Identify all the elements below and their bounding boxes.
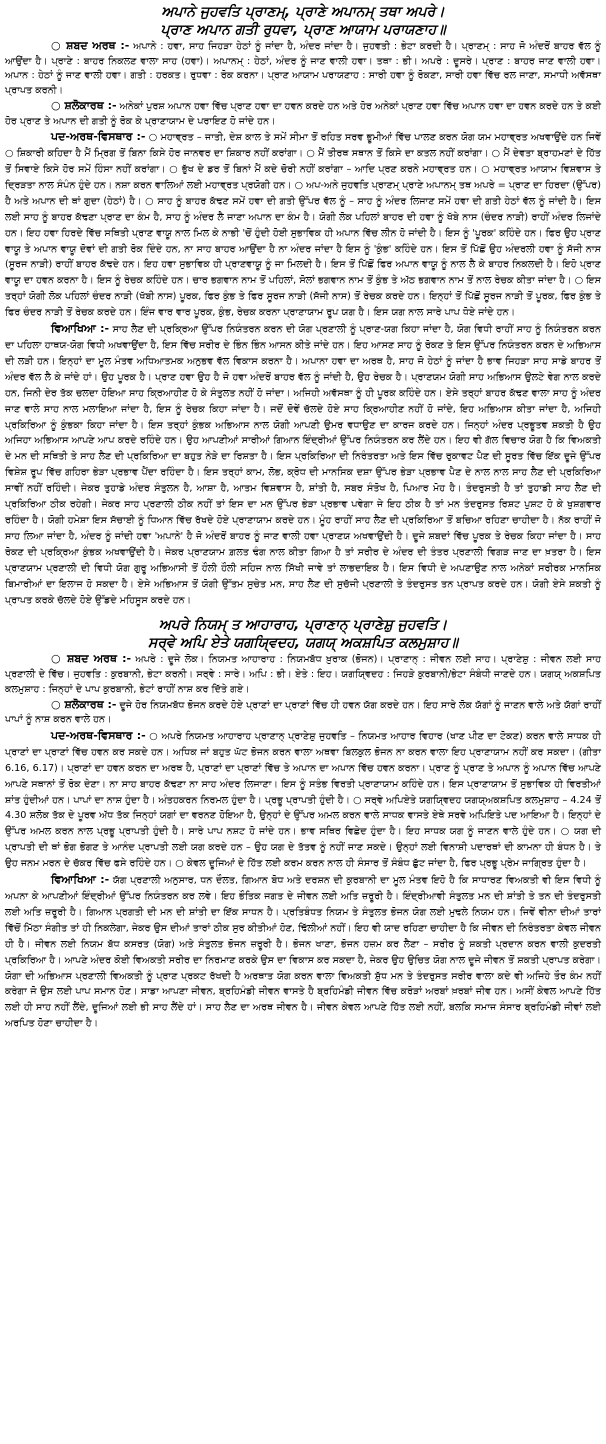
verse-line-1: ਅਪਰੇ ਨਿਯਮ੍ ਤ ਆਹਾਰਾਹ, ਪ੍ਰਾਣਾਨ੍ ਪ੍ਰਾਣੇਸ਼ੁ ਜੁਹਵਤਿ। — [158, 617, 448, 634]
vyakhya-text: ਯੱਗ ਪ੍ਰਣਾਲੀ ਅਨੁਸਾਰ, ਧਨ ਦੌਲਤ, ਗਿਆਨ ਬੋਧ ਅਤੇ ਦਰਸ਼ਨ ਦੀ ਕੁਰਬਾਨੀ ਦਾ ਮੂਲ ਮੰਤਵ ਇਹੋ ਹੈ ਕਿ ਸਾਧਾਰਣ ਵਿਅਕਤੀ ਵੀ ਇਸ ਵਿਧੀ ਨੂੰ ਅਪਨਾ ਕੇ ਆਪਣੀਆਂ ਇੰਦ੍ਰੀਆਂ ਉੱਪਰ ਨਿਯੰਤਰਨ ਕਰ ਲਵੇ। ਇਹ ਭੌਤਿਕ ਜਗਤ ਦੇ ਜੀਵਨ ਲਈ ਅਤਿ ਜ਼ਰੂਰੀ ਹੈ। ਇੰਦ੍ਰੀਆਵੀ ਸੰਤੁਲਤ ਮਨ ਦੀ ਸ਼ਾਂਤੀ ਤੇ ਤਨ ਦੀ ਤੰਦਰੁਸਤੀ ਲਈ ਅਤਿ ਜ਼ਰੂਰੀ ਹੈ। ਗਿਆਨ ਪ੍ਰਗਤੀ ਦੀ ਮਨ ਦੀ ਸ਼ਾਂਤੀ ਦਾ ਇੱਕ ਸਾਧਨ ਹੈ। ਪ੍ਰਤਿਬੰਧਤ ਨਿਯਮ ਤੇ ਸੰਤੁਲਤ ਭੋਜਨ ਯੋਗ ਲਈ ਮੁਢਲੇ ਨਿਯਮ ਹਨ। ਜਿਵੇਂ ਵੀਨਾ ਦੀਆਂ ਤਾਰਾਂ ਵਿੱਚੋਂ ਮਿੱਠਾ ਸੰਗੀਤ ਤਾਂ ਹੀ ਨਿਕਲੇਗਾ, ਜੇਕਰ ਉਸ ਦੀਆਂ ਤਾਰਾਂ ਠੀਕ ਸੁਰ ਕੀਤੀਆਂ ਹੋਣ, ਢਿੱਲੀਆਂ ਨਹੀਂ। ਇਹ ਵੀ ਯਾਦ ਰਹਿਣਾ ਚਾਹੀਦਾ ਹੈ ਕਿ ਜੀਵਨ ਦੀ ਨਿਰੰਤਰਤਾ ਕੇਵਲ ਜੀਵਨ ਹੀ ਹੈ। ਜੀਵਨ ਲਈ ਨਿਯਮ ਬੱਧ ਕਸਰਤ (ਯੋਗ) ਅਤੇ ਸੰਤੁਲਤ ਭੋਜਨ ਜ਼ਰੂਰੀ ਹੈ। ਭੋਜਨ ਖਾਣਾ, ਭੋਜਨ ਹਜ਼ਮ ਕਰ ਲੈਣਾ – ਸਰੀਰ ਨੂੰ ਸ਼ਕਤੀ ਪ੍ਰਦਾਨ ਕਰਨ ਵਾਲੀ ਕੁਦਰਤੀ ਪ੍ਰਕਿਰਿਆ ਹੈ। ਆਪਣੇ ਅੰਦਰ ਕੋਈ ਵਿਅਕਤੀ ਸਰੀਰ ਦਾ ਨਿਰਮਾਣ ਕਰਕੇ ਉਸ ਦਾ ਵਿਕਾਸ ਕਰ ਸਕਦਾ ਹੈ, ਜੇਕਰ ਉਹ ਉਚਿਤ ਯੋਗ ਨਾਲ ਦੂਜੇ ਜੀਵਨ ਤੋਂ ਸ਼ਕਤੀ ਪ੍ਰਾਪਤ ਕਰੇਗਾ। ਯੋਗਾ ਦੀ ਅਭਿਆਸ ਪ੍ਰਣਾਲੀ ਵਿਅਕਤੀ ਨੂੰ ਪ੍ਰਾਣ ਪ੍ਰਕਟ ਰੱਖਦੀ ਹੈ ਅਰਥਾਤ ਯੋਗ ਕਰਨ ਵਾਲਾ ਵਿਅਕਤੀ ਸ਼ੁੱਧ ਮਨ ਤੇ ਤੰਦਰੁਸਤ ਸਰੀਰ ਵਾਲਾ ਕਦੇ ਵੀ ਅਜਿਹੇ ਤੌਰ ਕੰਮ ਨਹੀਂ ਕਰੇਗਾ ਜੋ ਉਸ ਲਈ ਪਾਪ ਸਮਾਨ ਹੋਣ। ਸਾਡਾ ਆਪਣਾ ਜੀਵਨ, ਬ੍ਰਹਿਮੰਡੀ ਜੀਵਨ ਵਾਸਤੇ ਹੈ ਬ੍ਰਹਿਮੰਡੀ ਜੀਵਨ ਵਿੱਚ ਕਰੋੜਾਂ ਅਰਬਾਂ ਖ਼ਰਬਾਂ ਜੀਵ ਹਨ। ਅਸੀਂ ਕੇਵਲ ਆਪਣੇ ਹਿੱਤ ਲਈ ਹੀ ਸਾਹ ਨਹੀਂ ਲੈਂਦੇ, ਦੂਜਿਆਂ ਲਈ ਭੀ ਸਾਹ ਲੈਂਦੇ ਹਾਂ। ਸਾਹ ਲੈਣ ਦਾ ਅਰਥ ਜੀਵਨ ਹੈ। ਜੀਵਨ ਕੇਵਲ ਆਪਣੇ ਹਿੱਤ ਲਈ ਨਹੀਂ, ਬਲਕਿ ਸਮਾਜ ਸੰਸਾਰ ਬ੍ਰਹਿਮੰਡੀ ਜੀਵਾਂ ਲਈ ਅਰਪਿਤ ਹੋਣਾ ਚਾਹੀਦਾ ਹੈ। — [5, 875, 601, 1030]
vyakhya-paragraph — [5, 872, 601, 1032]
pad-arth-paragraph — [5, 129, 601, 321]
verse-line-2: ਪ੍ਰਾਣ ਅਪਾਨ ਗਤੀ ਰੁਧਵਾ, ਪ੍ਰਾਣ ਆਯਾਮ ਪਰਾਯਣਾਹ॥ — [160, 22, 446, 38]
shabad-arth-label: ○ ਸ਼ਬਦ ਅਰਥ :- — [51, 39, 130, 52]
shlokarth-label: ○ ਸ਼ਲੋਕਾਰਥ :- — [51, 697, 117, 711]
vyakhya-paragraph — [5, 321, 601, 608]
shabad-arth-paragraph — [5, 652, 601, 697]
shlokarth-paragraph — [5, 99, 601, 129]
shabad-arth-label: ○ ਸ਼ਬਦ ਅਰਥ :- — [51, 652, 132, 666]
pad-arth-paragraph — [5, 728, 601, 872]
vyakhya-label: ਵਿਆਖਿਆ :- — [51, 873, 110, 887]
shlokarth-text: ਦੂਜੇ ਹੋਰ ਨਿਯਮਬੱਧ ਭੋਜਨ ਕਰਦੇ ਹੋਏ ਪ੍ਰਾਣਾਂ ਦਾ ਪ੍ਰਾਣਾਂ ਵਿੱਚ ਹੀ ਹਵਨ ਯੱਗ ਕਰਦੇ ਹਨ। ਇਹ ਸਾਰੇ ਲੋਕ ਯੱਗਾਂ ਨੂੰ ਜਾਣਨ ਵਾਲੇ ਅਤੇ ਯੱਗਾਂ ਰਾਹੀਂ ਪਾਪਾਂ ਨੂੰ ਨਾਸ਼ ਕਰਨ ਵਾਲੇ ਹਨ। — [5, 699, 601, 726]
verse-line-2: ਸਰ੍ਵੇ ਅਪਿ ਏਤੇ ਯਗਯ੍ਵਿਦਹ, ਯਗਯ੍ ਅਕਸ਼ਪਿਤ ਕਲਮੁਸ਼ਾਹ॥ — [148, 635, 458, 652]
shabad-arth-paragraph — [5, 39, 601, 99]
shloka-section-1 — [5, 3, 601, 608]
shlokarth-paragraph — [5, 698, 601, 728]
shloka-section-2 — [5, 616, 601, 1032]
shabad-arth-text: ਅਪਰੇ : ਦੂਜੇ ਲੋਕ। ਨਿਯਮਤ ਆਹਾਰਾਹ : ਨਿਯਮਬੱਧ ਖ਼ੁਰਾਕ (ਭੋਜਨ)। ਪ੍ਰਾਣਾਨ੍ : ਜੀਵਨ ਲਈ ਸਾਹ। ਪ੍ਰਾਣੇਸ਼ੁ : ਜੀਵਨ ਲਈ ਸਾਹ ਪ੍ਰਣਾਲੀ ਦੇ ਵਿੱਚ। ਜੁਹਵਤਿ : ਕੁਰਬਾਨੀ, ਭੇਟਾ ਕਰਨੀ। ਸਰ੍ਵੇ : ਸਾਰੇ। ਅਪਿ : ਭੀ। ਏਤੇ : ਇਹ। ਯਗਯ੍ਵਿਦਹ : ਜਿਹੜੇ ਕੁਰਬਾਨੀ/ਭੇਟਾ ਸੰਬੰਧੀ ਜਾਣਦੇ ਹਨ। ਯਗਯ੍ ਅਕਸ਼ਪਿਤ ਕਲਮੁਸ਼ਾਹ : ਜਿਨ੍ਹਾਂ ਦੇ ਪਾਪ ਕੁਰਬਾਨੀ, ਭੇਟਾਂ ਰਾਹੀਂ ਨਾਸ਼ ਕਰ ਦਿੱਤੇ ਗਏ। — [5, 654, 601, 695]
shabad-arth-text: ਅਪਾਨੇ : ਹਵਾ, ਸਾਹ ਜਿਹੜਾ ਹੇਠਾਂ ਨੂੰ ਜਾਂਦਾ ਹੈ, ਅੰਦਰ ਜਾਂਦਾ ਹੈ। ਜੁਹਵਤੀ : ਭੇਟਾ ਕਰਦੀ ਹੈ। ਪ੍ਰਾਣਮ੍ : ਸਾਹ ਜੋ ਅੰਦਰੋਂ ਬਾਹਰ ਵੱਲ ਨੂੰ ਆਉਂਦਾ ਹੈ। ਪ੍ਰਾਣੇ : ਬਾਹਰ ਨਿਕਲਣ ਵਾਲਾ ਸਾਹ (ਹਵਾ)। ਅਪਾਨਮ੍ : ਹੇਠਾਂ, ਅੰਦਰ ਨੂੰ ਜਾਣ ਵਾਲੀ ਹਵਾ। ਤਥਾ : ਭੀ। ਅਪਰੇ : ਦੂਸਰੇ। ਪ੍ਰਾਣ : ਬਾਹਰ ਜਾਣ ਵਾਲੀ ਹਵਾ। ਅਪਾਨ : ਹੇਠਾਂ ਨੂੰ ਜਾਣ ਵਾਲੀ ਹਵਾ। ਗਤੀ : ਹਰਕਤ। ਰੁਧਵਾ : ਰੋਕ ਕਰਨਾ। ਪ੍ਰਾਣ ਆਯਾਮ ਪਰਾਯਣਾਹ : ਸਾਰੀ ਹਵਾ ਨੂੰ ਰੋਕਣਾ, ਸਾਰੀ ਹਵਾ ਵਿੱਚ ਰਲ ਜਾਣਾ, ਸਮਾਧੀ ਅਵੱਸਥਾ ਪ੍ਰਾਪਤ ਕਰਨੀ। — [5, 41, 601, 97]
vyakhya-text: ਸਾਹ ਲੈਣ ਦੀ ਪ੍ਰਕ੍ਰਿਆ ਉੱਪਰ ਨਿਯੰਤਰਨ ਕਰਨ ਦੀ ਯੋਗ ਪ੍ਰਣਾਲੀ ਨੂੰ ਪ੍ਰਾਣ-ਯਗ ਕਿਹਾ ਜਾਂਦਾ ਹੈ, ਯੋਗ ਵਿਧੀ ਰਾਹੀਂ ਸਾਹ ਨੂੰ ਨਿਯੰਤਰਨ ਕਰਨ ਦਾ ਪਹਿਲਾ ਹਾਥਯ-ਯੋਗ ਵਿਧੀ ਅਖਵਾਉਂਦਾ ਹੈ, ਇਸ ਵਿੱਚ ਸਰੀਰ ਦੇ ਭਿੰਨ ਭਿੰਨ ਆਸਨ ਕੀਤੇ ਜਾਂਦੇ ਹਨ। ਇਹ ਆਸਣ ਸਾਹ ਨੂੰ ਰੋਕਣ ਤੇ ਇਸ ਉੱਪਰ ਨਿਯੰਤਰਨ ਕਰਨ ਦੇ ਅਭਿਆਸ ਦੀ ਲੜੀ ਹਨ। ਇਨ੍ਹਾਂ ਦਾ ਮੂਲ ਮੰਤਵ ਅਧਿਆਤਮਕ ਅਨੁਭਵ ਵੱਲ ਵਿਕਾਸ ਕਰਨਾ ਹੈ। ਅਪਾਨਾ ਹਵਾ ਦਾ ਅਰਥ ਹੈ, ਸਾਹ ਜੋ ਹੇਠਾਂ ਨੂੰ ਜਾਂਦਾ ਹੈ ਭਾਵ ਜਿਹੜਾ ਸਾਹ ਸਾਡੇ ਬਾਹਰ ਤੋਂ ਅੰਦਰ ਵੱਲ ਲੈ ਕੇ ਜਾਂਦੇ ਹਾਂ। ਉਹ ਪੂਰਕ ਹੈ। ਪ੍ਰਾਣ ਹਵਾ ਉਹ ਹੈ ਜੋ ਹਵਾ ਅੰਦਰੋਂ ਬਾਹਰ ਵੱਲ ਨੂੰ ਜਾਂਦੀ ਹੈ, ਉਹ ਰੇਚਕ ਹੈ। ਪ੍ਰਾਣਯਮ ਯੋਗੀ ਸਾਹ ਅਭਿਆਸ ਉਲਟੇ ਵੇਗ ਨਾਲ ਕਰਦੇ ਹਨ, ਜਿਨੀ ਦੇਰ ਤੱਕ ਚਲਦਾ ਹੋਇਆ ਸਾਹ ਕ੍ਰਿਆਹੀਣ ਹੋ ਕੇ ਸੰਤੁਲਤ ਨਹੀਂ ਹੋ ਜਾਂਦਾ। ਅਜਿਹੀ ਅਵੱਸਥਾ ਨੂੰ ਹੀ ਪੂਰਕ ਕਹਿੰਦੇ ਹਨ। ਏਸੇ ਤਰ੍ਹਾਂ ਬਾਹਰ ਕੱਢਣ ਵਾਲਾ ਸਾਹ ਨੂੰ ਅੰਦਰ ਜਾਣ ਵਾਲੇ ਸਾਹ ਨਾਲ ਮਲਾਇਆ ਜਾਂਦਾ ਹੈ, ਇਸ ਨੂੰ ਰੇਚਕ ਕਿਹਾ ਜਾਂਦਾ ਹੈ। ਜਦੋਂ ਦੋਵੇਂ ਚੱਲਦੇ ਹੋਏ ਸਾਹ ਕ੍ਰਿਆਹੀਣ ਨਹੀਂ ਹੋ ਜਾਂਦੇ, ਇਹ ਅਭਿਆਸ ਕੀਤਾ ਜਾਂਦਾ ਹੈ, ਅਜਿਹੀ ਪ੍ਰਕਿਰਿਆ ਨੂੰ ਕੁੰਭਕਾ ਕਿਹਾ ਜਾਂਦਾ ਹੈ। ਇਸ ਤਰ੍ਹਾਂ ਕੁੰਭਕ ਅਭਿਆਸ ਨਾਲ ਯੋਗੀ ਆਪਣੀ ਉਮਰ ਵਧਾਉਣ ਦਾ ਕਾਰਜ ਕਰਦੇ ਹਨ। ਜਿਨ੍ਹਾਂ ਅੰਦਰ ਪ੍ਰਭੂਤਵ ਸ਼ਕਤੀ ਹੈ ਉਹ ਅਜਿਹਾ ਅਭਿਆਸ ਆਪਣੇ ਆਪ ਕਰਦੇ ਰਹਿੰਦੇ ਹਨ। ਉਹ ਆਪਣੀਆਂ ਸਾਰੀਆਂ ਗਿਆਨ ਇੰਦ੍ਰੀਆਂ ਉੱਪਰ ਨਿਯੰਤਰਨ ਕਰ ਲੈਂਦੇ ਹਨ। ਇਹ ਵੀ ਗੱਲ ਵਿਚਾਰ ਯੋਗ ਹੈ ਕਿ ਵਿਅਕਤੀ ਦੇ ਮਨ ਦੀ ਸਥਿਤੀ ਤੇ ਸਾਹ ਲੈਣ ਦੀ ਪ੍ਰਕਿਰਿਆ ਦਾ ਬਹੁਤ ਨੇੜੇ ਦਾ ਰਿਸ਼ਤਾ ਹੈ। ਇਸ ਪ੍ਰਕਿਰਿਆ ਦੀ ਨਿਰੰਤਰਤਾ ਅਤੇ ਇਸ ਵਿੱਚ ਰੁਕਾਵਟ ਪੈਣ ਦੀ ਸੂਰਤ ਵਿੱਚ ਇੱਕ ਦੂਜੇ ਉੱਪਰ ਵਿਸ਼ੇਸ਼ ਰੂਪ ਵਿੱਚ ਗਹਿਰਾ ਭੇੜਾ ਪ੍ਰਭਾਵ ਪੈਂਦਾ ਰਹਿੰਦਾ ਹੈ। ਇਸ ਤਰ੍ਹਾਂ ਕਾਮ, ਲੋਭ, ਕ੍ਰੋਧ ਦੀ ਮਾਨਸਿਕ ਦਸ਼ਾ ਉੱਪਰ ਭੇੜਾ ਪ੍ਰਭਾਵ ਪੈਣ ਦੇ ਨਾਲ ਨਾਲ ਸਾਹ ਲੈਣ ਦੀ ਪ੍ਰਕਿਰਿਆ ਸਾਵੀਂ ਨਹੀਂ ਰਹਿੰਦੀ। ਜੇਕਰ ਤੁਹਾਡੇ ਅੰਦਰ ਸੰਤੁਲਨ ਹੈ, ਆਸ਼ਾ ਹੈ, ਆਤਮ ਵਿਸ਼ਵਾਸ ਹੈ, ਸ਼ਾਂਤੀ ਹੈ, ਸਬਰ ਸੰਤੋਖ ਹੈ, ਪਿਆਰ ਮੋਹ ਹੈ। ਤੰਦਰੁਸਤੀ ਹੈ ਤਾਂ ਤੁਹਾਡੀ ਸਾਹ ਲੈਣ ਦੀ ਪ੍ਰਕਿਰਿਆ ਠੀਕ ਰਹੇਗੀ। ਜੇਕਰ ਸਾਹ ਪ੍ਰਣਾਲੀ ਠੀਕ ਨਹੀਂ ਤਾਂ ਇਸ ਦਾ ਮਨ ਉੱਪਰ ਭੇੜਾ ਪ੍ਰਭਾਵ ਪਵੇਗਾ ਜੇ ਇਹ ਠੀਕ ਹੈ ਤਾਂ ਮਨ ਤੰਦਰੁਸਤ ਰਿਸ਼ਟ ਪੁਸ਼ਟ ਹੋ ਕੇ ਖੁਸ਼ਗਵਾਰ ਰਹਿੰਦਾ ਹੈ। ਯੋਗੀ ਹਮੇਸ਼ਾ ਇਸ ਸੱਚਾਈ ਨੂੰ ਧਿਆਨ ਵਿੱਚ ਰੱਖਦੇ ਹੋਏ ਪ੍ਰਾਣਾਯਾਮ ਕਰਦੇ ਹਨ। ਮੂੰਹ ਰਾਹੀਂ ਸਾਹ ਲੈਣ ਦੀ ਪ੍ਰਕਿਰਿਆ ਤੋਂ ਬਚਿਆ ਰਹਿਣਾ ਚਾਹੀਦਾ ਹੈ। ਨੱਕ ਰਾਹੀਂ ਜੋ ਸਾਹ ਲਿਆ ਜਾਂਦਾ ਹੈ, ਅੰਦਰ ਨੂੰ ਜਾਂਦੀ ਹਵਾ 'ਅਪਾਨੇ' ਹੈ ਜੋ ਅੰਦਰੋਂ ਬਾਹਰ ਨੂੰ ਜਾਣ ਵਾਲੀ ਹਵਾ ਪ੍ਰਾਣਯ ਅਖਵਾਉਂਦੀ ਹੈ। ਦੂਜੇ ਸ਼ਬਦਾਂ ਵਿੱਚ ਪੂਰਕ ਤੇ ਰੇਚਕ ਕਿਹਾ ਜਾਂਦਾ ਹੈ। ਸਾਹ ਰੋਕਣ ਦੀ ਪ੍ਰਕ੍ਰਿਆ ਕੁੰਭਕ ਅਖਵਾਉਂਦੀ ਹੈ। ਜੇਕਰ ਪ੍ਰਾਣਯਾਮ ਗ਼ਲਤ ਢੰਗ ਨਾਲ ਕੀਤਾ ਗਿਆ ਹੈ ਤਾਂ ਸਰੀਰ ਦੇ ਅੰਦਰ ਦੀ ਤੰਤਰ ਪ੍ਰਣਾਲੀ ਵਿਗੜ ਜਾਣ ਦਾ ਖ਼ਤਰਾ ਹੈ। ਇਸ ਪ੍ਰਾਣਯਾਮ ਪ੍ਰਣਾਲੀ ਦੀ ਵਿਧੀ ਯੋਗ ਗੁਰੂ ਅਭਿਆਸੀ ਤੋਂ ਹੌਲੀ ਹੌਲੀ ਸਹਿਜ ਨਾਲ ਸਿੱਖੀ ਜਾਵੇ ਤਾਂ ਲਾਭਦਾਇਕ ਹੈ। ਇਸ ਵਿਧੀ ਦੇ ਅਪਣਾਉਣ ਨਾਲ ਅਨੇਕਾਂ ਸਰੀਰਕ ਮਾਨਸਿਕ ਬਿਮਾਰੀਆਂ ਦਾ ਇਲਾਜ ਹੋ ਸਕਦਾ ਹੈ। ਏਸੇ ਅਭਿਆਸ ਤੋਂ ਯੋਗੀ ਉੱਤਮ ਸੁਚੇਤ ਮਨ, ਸਾਹ ਲੈਣ ਦੀ ਸੁਚੱਜੀ ਪ੍ਰਣਾਲੀ ਤੇ ਤੰਦਰੁਸਤ ਤਨ ਪ੍ਰਾਪਤ ਕਰਦੇ ਹਨ। ਯੋਗੀ ਏਸੇ ਸ਼ਕਤੀ ਨੂੰ ਪ੍ਰਾਪਤ ਕਰਕੇ ਚੱਲਦੇ ਹੋਏ ਉੱਡਦੇ ਮਹਿਸੂਸ ਕਰਦੇ ਹਨ। — [5, 324, 601, 606]
pad-arth-label: ਪਦ-ਅਰਥ-ਵਿਸਥਾਰ :- — [51, 130, 146, 144]
pad-arth-label: ਪਦ-ਅਰਥ-ਵਿਸਥਾਰ :- — [51, 728, 146, 742]
pad-arth-text: ○ ਮਹਾਵ੍ਰਤ – ਜਾਤੀ, ਦੇਸ਼ ਕਾਲ ਤੇ ਸਮੇਂ ਸੀਮਾ ਤੋਂ ਰਹਿਤ ਸਰਵ ਭੂਮੀਆਂ ਵਿੱਚ ਪਾਲਣ ਕਰਨ ਯੋਗ ਯਮ ਮਹਾਵ੍ਰਤ ਅਖਵਾਉਂਦੇ ਹਨ ਜਿਵੇਂ ○ ਸ਼ਿਕਾਰੀ ਕਹਿਦਾ ਹੈ ਮੈਂ ਮ੍ਰਿਗ ਤੋਂ ਬਿਨਾ ਕਿਸੇ ਹੋਰ ਜਾਨਵਰ ਦਾ ਸ਼ਿਕਾਰ ਨਹੀਂ ਕਰਾਂਗਾ। ○ ਮੈਂ ਤੀਰਥ ਸਥਾਨ ਤੋਂ ਕਿਸੇ ਦਾ ਕਤਲ ਨਹੀਂ ਕਰਾਂਗਾ। ○ ਮੈਂ ਦੇਵਤਾ ਬ੍ਰਾਹਮਣਾਂ ਦੇ ਹਿੱਤ ਤੋਂ ਸਿਵਾਏ ਕਿਸੇ ਹੋਰ ਸਮੇਂ ਹਿੰਸਾ ਨਹੀਂ ਕਰਾਂਗਾ। ○ ਭੁੱਖ ਦੇ ਡਰ ਤੋਂ ਬਿਨਾਂ ਮੈਂ ਕਦੇ ਚੋਰੀ ਨਹੀਂ ਕਰਾਂਗਾ – ਆਦਿ ਪ੍ਰਣ ਕਰਨੇ ਮਹਾਵ੍ਰਤ ਹਨ। ○ ਮਹਾਵ੍ਰਤ ਆਯਾਮ ਵਿਸ਼ਵਾਸ ਤੇ ਦ੍ਰਿੜਤਾ ਨਾਲ ਸੰਪੰਨ ਹੁੰਦੇ ਹਨ। ਨਸ਼ਾ ਕਰਨ ਵਾਲਿਆਂ ਲਈ ਮਹਾਵ੍ਰਤ ਪ੍ਰਯੋਗੀ ਹਨ। ○ ਅਪ-ਅਨੇ ਜੁਹਵਤਿ ਪ੍ਰਾਣਮ੍ ਪ੍ਰਾਣੇ ਅਪਾਨਮ੍ ਤਥ ਅਪਰੇ = ਪ੍ਰਾਣ ਦਾ ਹਿਰਦਾ (ਉੱਪਰ) ਹੈ ਅਤੇ ਅਪਾਨ ਦੀ ਥਾਂ ਗੁਦਾ (ਹੇਠਾਂ) ਹੈ। ○ ਸਾਹ ਨੂੰ ਬਾਹਰ ਕੱਢਣ ਸਮੇਂ ਹਵਾ ਦੀ ਗਤੀ ਉੱਪਰ ਵੱਲ ਨੂੰ – ਸਾਹ ਨੂੰ ਅੰਦਰ ਲਿਜਾਣ ਸਮੇਂ ਹਵਾ ਦੀ ਗਤੀ ਹੇਠਾਂ ਵੱਲ ਨੂੰ ਜਾਂਦੀ ਹੈ। ਇਸ ਲਈ ਸਾਹ ਨੂੰ ਬਾਹਰ ਕੱਢਣਾ ਪ੍ਰਾਣ ਦਾ ਕੰਮ ਹੈ, ਸਾਹ ਨੂੰ ਅੰਦਰ ਲੈ ਜਾਣਾ ਅਪਾਨ ਦਾ ਕੰਮ ਹੈ। ਯੋਗੀ ਲੋਕ ਪਹਿਲਾਂ ਬਾਹਰ ਦੀ ਹਵਾ ਨੂੰ ਖੱਬੇ ਨਾਸ (ਚੰਦਰ ਨਾੜੀ) ਰਾਹੀਂ ਅੰਦਰ ਲਿਜਾਂਦੇ ਹਨ। ਇਹ ਹਵਾ ਹਿਰਦੇ ਵਿੱਚ ਸਥਿਤੀ ਪ੍ਰਾਣ ਵਾਯੂ ਨਾਲ ਮਿਲ ਕੇ ਨਾਭੀ 'ਚੋਂ ਹੁੰਦੀ ਹੋਈ ਸੁਭਾਵਿਕ ਹੀ ਅਪਾਨ ਵਿੱਚ ਲੀਨ ਹੋ ਜਾਂਦੀ ਹੈ। ਇਸ ਨੂੰ 'ਪੂਰਕ' ਕਹਿੰਦੇ ਹਨ। ਫਿਰ ਉਹ ਪ੍ਰਾਣ ਵਾਯੂ ਤੇ ਅਪਾਨ ਵਾਯੂ ਦੋਵਾਂ ਦੀ ਗਤੀ ਰੋਕ ਦਿੰਦੇ ਹਨ, ਨਾ ਸਾਹ ਬਾਹਰ ਆਉਂਦਾ ਹੈ ਨਾ ਅੰਦਰ ਜਾਂਦਾ ਹੈ ਇਸ ਨੂੰ 'ਕੁੰਭ' ਕਹਿੰਦੇ ਹਨ। ਇਸ ਤੋਂ ਪਿੱਛੋਂ ਉਹ ਅੰਦਰਲੀ ਹਵਾ ਨੂੰ ਸੱਜੀ ਨਾਸ (ਸੂਰਜ ਨਾੜੀ) ਰਾਹੀਂ ਬਾਹਰ ਕੱਢਦੇ ਹਨ। ਇਹ ਹਵਾ ਸੁਭਾਵਿਕ ਹੀ ਪ੍ਰਾਣਵਾਯੂ ਨੂੰ ਜਾ ਮਿਲਦੀ ਹੈ। ਇਸ ਤੋਂ ਪਿੱਛੋਂ ਫਿਰ ਅਪਾਨ ਵਾਯੂ ਨੂੰ ਨਾਲ ਲੈ ਕੇ ਬਾਹਰ ਨਿਕਲਦੀ ਹੈ। ਇਹੋ ਪ੍ਰਾਣ ਵਾਯੂ ਦਾ ਹਵਨ ਕਰਨਾ ਹੈ। ਇਸ ਨੂੰ ਰੇਚਕ ਕਹਿੰਦੇ ਹਨ। ਚਾਰ ਭਗਵਾਨ ਨਾਮ ਤੋਂ ਪਹਿਲਾਂ, ਸੋਲਾਂ ਭਗਵਾਨ ਨਾਮ ਤੋਂ ਕੁੰਭ ਤੇ ਅੱਠ ਭਗਵਾਨ ਨਾਮ ਤੋਂ ਨਾਲ ਰੇਚਕ ਕੀਤਾ ਜਾਂਦਾ ਹੈ। ○ ਇਸ ਤਰ੍ਹਾਂ ਯੋਗੀ ਲੋਕ ਪਹਿਲਾਂ ਚੰਦਰ ਨਾੜੀ (ਖੱਬੀ ਨਾਸ) ਪੂਰਕ, ਫਿਰ ਕੁੰਭ ਤੇ ਫਿਰ ਸੂਰਜ ਨਾੜੀ (ਸੱਜੀ ਨਾਸ) ਤੋਂ ਰੇਚਕ ਕਰਦੇ ਹਨ। ਇਨ੍ਹਾਂ ਤੋਂ ਪਿੱਛੋਂ ਸੂਰਜ ਨਾੜੀ ਤੋਂ ਪੂਰਕ, ਫਿਰ ਕੁੰਭ ਤੇ ਫਿਰ ਚੰਦਰ ਨਾੜੀ ਤੋਂ ਰੇਚਕ ਕਰਦੇ ਹਨ। ਇੰਜ ਵਾਰ ਵਾਰ ਪੂਰਕ, ਕੁੰਭ, ਰੇਚਕ ਕਰਨਾ ਪ੍ਰਾਣਾਯਾਮ ਰੂਪ ਯਗ ਹੈ। ਇਸ ਯਗ ਨਾਲ ਸਾਰੇ ਪਾਪ ਧੋਏ ਜਾਂਦੇ ਹਨ। — [5, 132, 601, 319]
pad-arth-text: ○ ਅਪਰੇ ਨਿਯਮਤ ਆਹਾਰਾਹ ਪ੍ਰਾਣਾਨ੍ ਪ੍ਰਾਣੇਸ਼ੁ ਜੁਹਵਤਿ – ਨਿਯਮਤ ਆਹਾਰ ਵਿਹਾਰ (ਖਾਣ ਪੀਣ ਦਾ ਟੋਕਣ) ਕਰਨ ਵਾਲੇ ਸਾਧਕ ਹੀ ਪ੍ਰਾਣਾਂ ਦਾ ਪ੍ਰਾਣਾਂ ਵਿੱਚ ਹਵਨ ਕਰ ਸਕਦੇ ਹਨ। ਅਧਿਕ ਜਾਂ ਬਹੁਤ ਘੱਟ ਭੋਜਨ ਕਰਨ ਵਾਲਾ ਅਥਵਾ ਬਿਲਕੁਲ ਭੋਜਨ ਨਾ ਕਰਨ ਵਾਲਾ ਇਹ ਪ੍ਰਾਣਾਯਾਮ ਨਹੀਂ ਕਰ ਸਕਦਾ। (ਗੀਤਾ 6.16, 6.17)। ਪ੍ਰਾਣਾਂ ਦਾ ਹਵਨ ਕਰਨ ਦਾ ਅਰਥ ਹੈ, ਪ੍ਰਾਣਾਂ ਦਾ ਪ੍ਰਾਣਾਂ ਵਿੱਚ ਤੇ ਅਪਾਨ ਦਾ ਅਪਾਨ ਵਿੱਚ ਹਵਨ ਕਰਨਾ। ਪ੍ਰਾਣ ਨੂੰ ਪ੍ਰਾਣ ਤੇ ਅਪਾਨ ਨੂੰ ਅਪਾਨ ਵਿੱਚ ਆਪਣੇ ਆਪਣੇ ਸਥਾਨਾਂ ਤੋਂ ਰੋਕ ਦੇਣਾ। ਨਾ ਸਾਹ ਬਾਹਰ ਕੱਢਣਾ ਨਾ ਸਾਹ ਅੰਦਰ ਲਿਜਾਣਾ। ਇਸ ਨੂੰ ਸਤੰਭ ਵਿਰਤੀ ਪ੍ਰਾਣਾਯਾਮ ਕਹਿੰਦੇ ਹਨ। ਇਸ ਪ੍ਰਾਣਾਯਾਮ ਤੋਂ ਸੁਭਾਵਿਕ ਹੀ ਵਿਰਤੀਆਂ ਸ਼ਾਂਤ ਹੁੰਦੀਆਂ ਹਨ। ਪਾਪਾਂ ਦਾ ਨਾਸ਼ ਹੁੰਦਾ ਹੈ। ਅੰਤਹਕਰਨ ਨਿਰਮਲ ਹੁੰਦਾ ਹੈ। ਪ੍ਰਭੂ ਪ੍ਰਾਪਤੀ ਹੁੰਦੀ ਹੈ। ○ ਸਰ੍ਵੇ ਅਪਿਏਤੇ ਯਗਯ੍ਵਿਦਹ ਯਗਯ੍ਅਕਸ਼ਪਿਤ ਕਲਮੁਸ਼ਾਹ – 4.24 ਤੋਂ 4.30 ਸ਼ਲੋਕ ਤੱਕ ਦੇ ਪੂਰਵ ਅੱਧ ਤੱਕ ਜਿਨ੍ਹਾਂ ਯਗਾਂ ਦਾ ਵਰਨਣ ਹੋਇਆ ਹੈ, ਉਨ੍ਹਾਂ ਦੇ ਉੱਪਰ ਅਮਲ ਕਰਨ ਵਾਲੇ ਸਾਧਕ ਵਾਸਤੇ ਏਥੇ ਸਰਵੇ ਅਪਿਇਤੇ ਪਦ ਆਇਆ ਹੈ। ਇਨ੍ਹਾਂ ਦੇ ਉੱਪਰ ਅਮਲ ਕਰਨ ਨਾਲ ਪ੍ਰਭੂ ਪ੍ਰਾਪਤੀ ਹੁੰਦੀ ਹੈ। ਸਾਰੇ ਪਾਪ ਨਸ਼ਟ ਹੋ ਜਾਂਦੇ ਹਨ। ਭਾਵ ਸਥਿਰ ਵਿਛੇਦ ਹੁੰਦਾ ਹੈ। ਇਹ ਸਾਧਕ ਯਗ ਨੂੰ ਜਾਣਨ ਵਾਲੇ ਹੁੰਦੇ ਹਨ। ○ ਯਗ ਦੀ ਪ੍ਰਾਪਤੀ ਦੀ ਥਾਂ ਭੋਗ ਭੋਗਣ ਤੇ ਆਨੰਦ ਪ੍ਰਾਪਤੀ ਲਈ ਯਗ ਕਰਦੇ ਹਨ – ਉਹ ਯਗ ਦੇ ਤੱਤਵ ਨੂੰ ਨਹੀਂ ਜਾਣ ਸਕਦੇ। ਉਨ੍ਹਾਂ ਲਈ ਵਿਨਾਸ਼ੀ ਪਦਾਰਥਾਂ ਦੀ ਕਾਮਨਾ ਹੀ ਬੰਧਨ ਹੈ। ਤੇ ਉਹ ਜਨਮ ਮਰਨ ਦੇ ਚੱਕਰ ਵਿੱਚ ਫਸੇ ਰਹਿੰਦੇ ਹਨ। ○ ਕੇਵਲ ਦੂਜਿਆਂ ਦੇ ਹਿੱਤ ਲਈ ਕਰਮ ਕਰਨ ਨਾਲ ਹੀ ਸੰਸਾਰ ਤੋਂ ਸੰਬੰਧ ਛੁੱਟ ਜਾਂਦਾ ਹੈ, ਫਿਰ ਪ੍ਰਭੂ ਪ੍ਰੇਮ ਜਾਗ੍ਰਿਤ ਹੁੰਦਾ ਹੈ। — [5, 730, 601, 870]
shlokarth-text: ਅਨੇਕਾਂ ਪੁਰਸ਼ ਅਪਾਨ ਹਵਾ ਵਿੱਚ ਪ੍ਰਾਣ ਹਵਾ ਦਾ ਹਵਨ ਕਰਦੇ ਹਨ ਅਤੇ ਹੋਰ ਅਨੇਕਾਂ ਪ੍ਰਾਣ ਹਵਾ ਵਿੱਚ ਅਪਾਨ ਹਵਾ ਦਾ ਹਵਨ ਕਰਦੇ ਹਨ ਤੇ ਕਈ ਹੋਰ ਪ੍ਰਾਣ ਤੇ ਅਪਾਨ ਦੀ ਗਤੀ ਨੂੰ ਰੋਕ ਕੇ ਪ੍ਰਾਣਾਯਾਮ ਦੇ ਪਰਾਇਣ ਹੋ ਜਾਂਦੇ ਹਨ। — [5, 100, 601, 127]
shlokarth-label: ○ ਸ਼ਲੋਕਾਰਥ :- — [51, 98, 117, 112]
verse-line-1: ਅਪਾਨੇ ਜੁਹਵਤਿ ਪ੍ਰਾਣਮ੍, ਪ੍ਰਾਣੇ ਅਪਾਨਮ੍ ਤਥਾ ਅਪਰੇ। — [161, 4, 445, 20]
vyakhya-label: ਵਿਆਖਿਆ :- — [51, 322, 110, 336]
